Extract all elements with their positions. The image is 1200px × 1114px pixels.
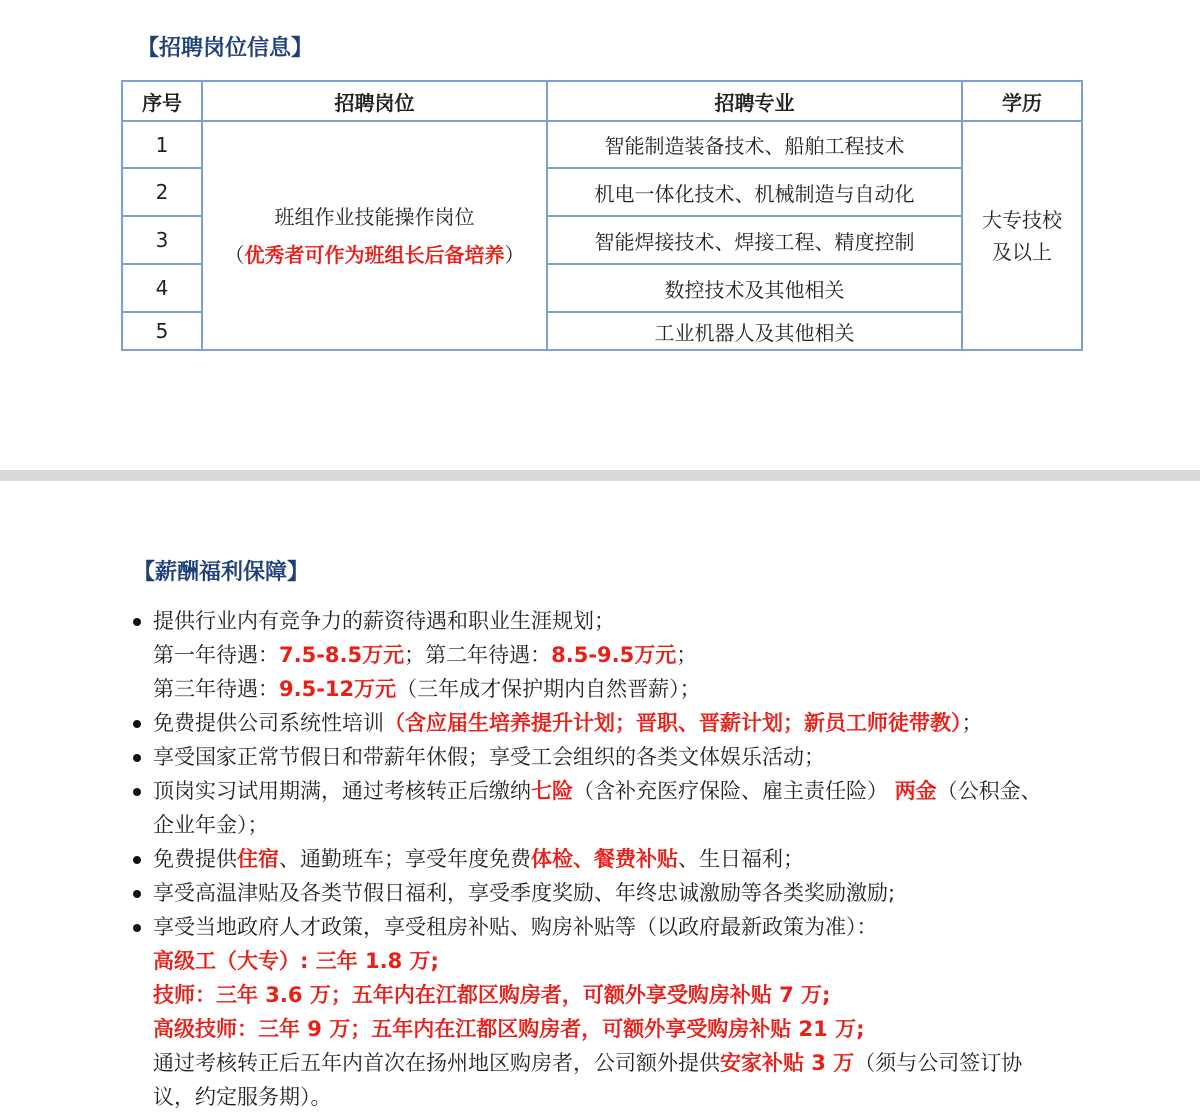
- row-major: 数控技术及其他相关: [547, 264, 962, 312]
- header-major: 招聘专业: [547, 81, 962, 121]
- benefit-item-allowances: [133, 876, 1083, 910]
- subsidy-technician: 技师：三年 3.6 万；五年内在江都区购房者，可额外享受购房补贴 7 万;: [153, 983, 831, 1007]
- section-divider: [0, 470, 1200, 481]
- benefit-text: 免费提供: [153, 847, 237, 871]
- benefit-item-training: [133, 706, 1083, 740]
- checkup-meal-highlight: 体检、餐费补贴: [531, 847, 678, 871]
- education-line2: 及以上: [992, 239, 1052, 264]
- row-major: 智能制造装备技术、船舶工程技术: [547, 121, 962, 168]
- benefit-text: ；: [676, 643, 698, 667]
- bullet-dot: [133, 754, 141, 762]
- subsidy-senior-worker: 高级工（大专）: 三年 1.8 万;: [153, 949, 439, 973]
- header-position: 招聘岗位: [202, 81, 547, 121]
- subsidy-senior-technician: 高级技师：三年 9 万；五年内在江都区购房者，可额外享受购房补贴 21 万;: [153, 1017, 865, 1041]
- benefit-text: 、生日福利；: [678, 847, 804, 871]
- benefit-text: 第一年待遇：: [153, 643, 279, 667]
- section-title-benefits: 【薪酬福利保障】: [133, 560, 310, 585]
- education-line1: 大专技校: [982, 207, 1062, 232]
- bullet-dot: [133, 720, 141, 728]
- salary-year3: 9.5-12万元: [279, 677, 397, 701]
- header-education: 学历: [962, 81, 1082, 121]
- benefit-text: （三年成才保护期内自然晋薪）；: [396, 677, 701, 701]
- education-cell: [962, 121, 1082, 350]
- row-no: 3: [122, 216, 202, 264]
- table-header-row: [122, 81, 1082, 121]
- benefit-text: 企业年金）；: [153, 813, 269, 837]
- benefit-text: （含补充医疗保险、雇主责任险）: [573, 779, 895, 803]
- benefit-text: ；: [961, 711, 983, 735]
- table-row: [122, 121, 1082, 168]
- header-no: 序号: [122, 81, 202, 121]
- benefit-subline-insurance: [133, 808, 1083, 842]
- bullet-dot: [133, 856, 141, 864]
- housing-highlight: 住宿: [237, 847, 279, 871]
- benefit-text: 议，约定服务期）。: [153, 1085, 332, 1109]
- benefit-text: （须与公司签订协: [854, 1051, 1023, 1075]
- benefit-subline-agreement: [133, 1080, 1083, 1114]
- bullet-dot: [133, 890, 141, 898]
- row-no: 5: [122, 312, 202, 350]
- position-name: 班组作业技能操作岗位: [274, 204, 475, 229]
- benefit-item-accommodation: [133, 842, 1083, 876]
- benefit-item-holidays: [133, 740, 1083, 774]
- benefit-text: 第三年待遇：: [153, 677, 279, 701]
- bullet-dot: [133, 924, 141, 932]
- benefit-item-salary: [133, 604, 1083, 638]
- row-major: 智能焊接技术、焊接工程、精度控制: [547, 216, 962, 264]
- recruit-table: [121, 80, 1083, 351]
- paren-open: （: [224, 242, 245, 267]
- position-cell: [202, 121, 547, 350]
- row-no: 4: [122, 264, 202, 312]
- benefit-text: 享受高温津贴及各类节假日福利，享受季度奖励、年终忠诚激励等各类奖励激励;: [153, 881, 896, 905]
- benefit-subline-year3: [133, 672, 1083, 706]
- salary-year1: 7.5-8.5万元: [279, 643, 405, 667]
- salary-year2: 8.5-9.5万元: [551, 643, 677, 667]
- benefit-subline-housing: [133, 1046, 1083, 1080]
- row-no: 2: [122, 168, 202, 216]
- bullet-dot: [133, 788, 141, 796]
- benefits-list: [133, 604, 1083, 1114]
- section-title-recruit-info: 【招聘岗位信息】: [137, 36, 314, 61]
- row-major: 机电一体化技术、机械制造与自动化: [547, 168, 962, 216]
- benefit-text: 享受国家正常节假日和带薪年休假；享受工会组织的各类文体娱乐活动；: [153, 745, 825, 769]
- benefit-item-talent-policy: [133, 910, 1083, 944]
- benefit-text: 、通勤班车；享受年度免费: [279, 847, 531, 871]
- position-note: [203, 236, 546, 274]
- benefit-text: 顶岗实习试用期满，通过考核转正后缴纳: [153, 779, 531, 803]
- row-no: 1: [122, 121, 202, 168]
- benefit-text: 通过考核转正后五年内首次在扬州地区购房者，公司额外提供: [153, 1051, 720, 1075]
- benefit-item-insurance: [133, 774, 1083, 808]
- bullet-dot: [133, 618, 141, 626]
- funds-highlight: 两金: [894, 779, 937, 803]
- paren-close: ）: [504, 242, 525, 267]
- benefit-text: 提供行业内有竞争力的薪资待遇和职业生涯规划；: [153, 609, 615, 633]
- settlement-subsidy-highlight: 安家补贴 3 万: [720, 1051, 855, 1075]
- benefit-text: （公积金、: [936, 779, 1042, 803]
- benefit-text: 免费提供公司系统性培训: [153, 711, 384, 735]
- benefit-text: 享受当地政府人才政策，享受租房补贴、购房补贴等（以政府最新政策为准）：: [153, 915, 878, 939]
- position-highlight: 优秀者可作为班组长后备培养: [244, 242, 505, 267]
- insurance-highlight: 七险: [531, 779, 573, 803]
- benefit-text: ；第二年待遇：: [404, 643, 552, 667]
- row-major: 工业机器人及其他相关: [547, 312, 962, 350]
- training-highlight: （含应届生培养提升计划；晋职、晋薪计划；新员工师徒带教）: [384, 711, 962, 735]
- benefit-subline-year12: [133, 638, 1083, 672]
